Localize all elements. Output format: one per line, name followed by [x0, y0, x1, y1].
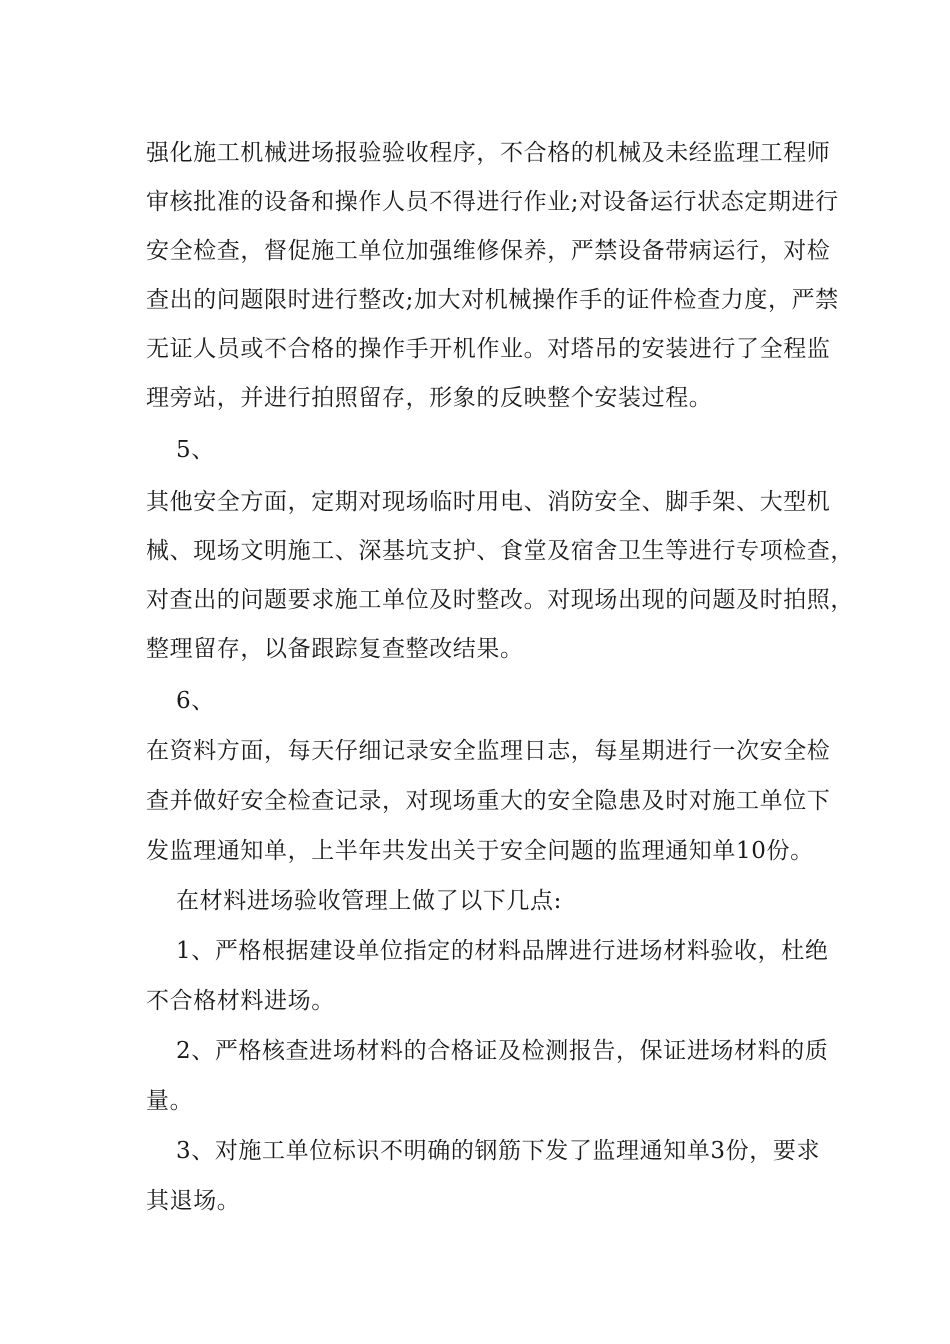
text-line: 无证人员或不合格的操作手开机作业。对塔吊的安装进行了全程监	[146, 336, 831, 362]
text-line: 查并做好安全检查记录，对现场重大的安全隐患及时对施工单位下	[146, 788, 831, 814]
text-line: 其他安全方面，定期对现场临时用电、消防安全、脚手架、大型机	[146, 489, 831, 515]
text-line: 整理留存，以备跟踪复查整改结果。	[146, 636, 524, 662]
section-number: 6、	[176, 688, 215, 714]
text-line: 对查出的问题要求施工单位及时整改。对现场出现的问题及时拍照，	[146, 587, 854, 613]
text-line: 其退场。	[146, 1188, 241, 1214]
text-line: 查出的问题限时进行整改;加大对机械操作手的证件检查力度，严禁	[146, 287, 839, 313]
list-item: 3、对施工单位标识不明确的钢筋下发了监理通知单3份，要求	[176, 1138, 821, 1164]
text-line: 械、现场文明施工、深基坑支护、食堂及宿舍卫生等进行专项检查，	[146, 538, 854, 564]
text-line: 发监理通知单，上半年共发出关于安全问题的监理通知单10份。	[146, 838, 814, 864]
paragraph-heading: 在材料进场验收管理上做了以下几点:	[176, 888, 562, 914]
text-line: 量。	[146, 1088, 194, 1114]
section-number: 5、	[176, 437, 215, 463]
list-item: 1、严格根据建设单位指定的材料品牌进行进场材料验收，杜绝	[176, 938, 829, 964]
text-line: 安全检查，督促施工单位加强维修保养，严禁设备带病运行，对检	[146, 238, 831, 264]
text-line: 审核批准的设备和操作人员不得进行作业;对设备运行状态定期进行	[146, 189, 839, 215]
text-line: 在资料方面，每天仔细记录安全监理日志，每星期进行一次安全检	[146, 738, 831, 764]
list-item: 2、严格核查进场材料的合格证及检测报告，保证进场材料的质	[176, 1038, 829, 1064]
text-line: 理旁站，并进行拍照留存，形象的反映整个安装过程。	[146, 385, 713, 411]
text-line: 强化施工机械进场报验验收程序，不合格的机械及未经监理工程师	[146, 140, 831, 166]
text-line: 不合格材料进场。	[146, 988, 335, 1014]
